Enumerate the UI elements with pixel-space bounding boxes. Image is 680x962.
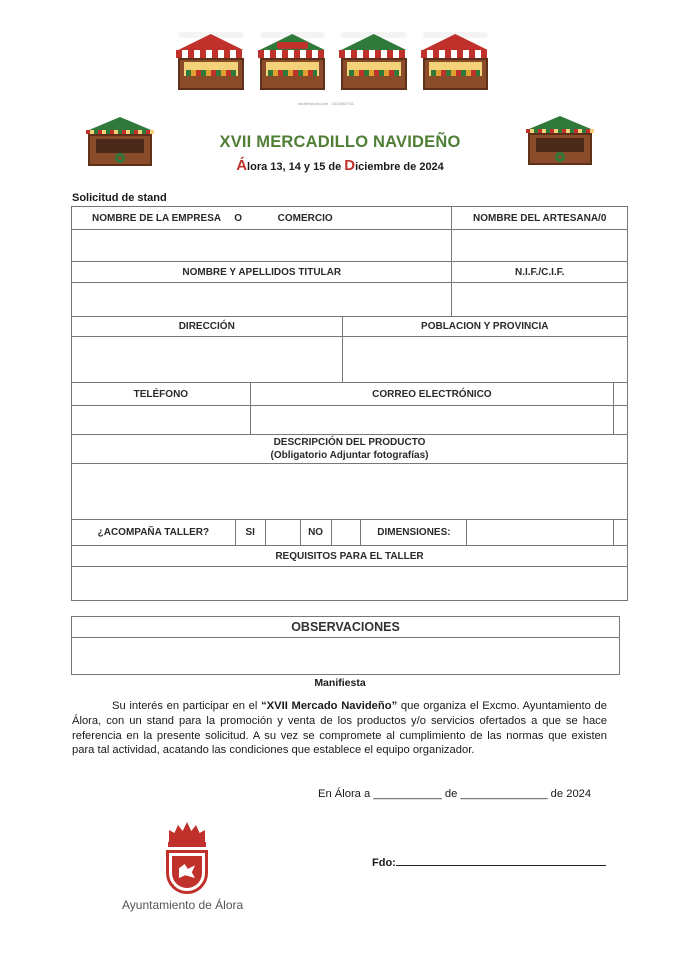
comercio-label: COMERCIO bbox=[277, 212, 333, 224]
signature-line[interactable] bbox=[396, 857, 606, 866]
taller-table bbox=[71, 519, 628, 546]
descripcion-label: DESCRIPCIÓN DEL PRODUCTO bbox=[273, 437, 426, 448]
dimensiones-input-cell[interactable] bbox=[467, 520, 614, 546]
subtitle-text-2: iciembre de 2024 bbox=[355, 161, 444, 173]
taller-label: ¿ACOMPAÑA TALLER? bbox=[72, 520, 236, 546]
no-label: NO bbox=[300, 520, 331, 546]
manifiesta-heading: Manifiesta bbox=[314, 677, 366, 689]
subtitle-text-1: lora 13, 14 y 15 de bbox=[247, 161, 345, 173]
telefono-header: TELÉFONO bbox=[72, 383, 251, 406]
titular-input-cell[interactable] bbox=[72, 283, 452, 317]
market-stall-illustration bbox=[335, 24, 413, 96]
correo-input-cell[interactable] bbox=[250, 406, 613, 435]
nif-header: N.I.F./C.I.F. bbox=[452, 262, 628, 283]
form-section-label: Solicitud de stand bbox=[72, 192, 167, 204]
dimensiones-label: DIMENSIONES: bbox=[361, 520, 467, 546]
poblacion-header: POBLACION Y PROVINCIA bbox=[342, 317, 628, 337]
ayuntamiento-name: Ayuntamiento de Álora bbox=[122, 898, 244, 912]
no-checkbox-cell[interactable] bbox=[331, 520, 361, 546]
event-dates bbox=[0, 157, 680, 174]
date-line: En Álora a ___________ de ______________ de 2024 bbox=[318, 788, 592, 800]
subtitle-initial-a: Á bbox=[236, 157, 248, 174]
stand-application-form bbox=[71, 206, 628, 317]
declaration-paragraph bbox=[72, 699, 607, 758]
page-title: XVII MERCADILLO NAVIDEÑO bbox=[219, 133, 461, 151]
subtitle-initial-d: D bbox=[344, 157, 356, 174]
direccion-header: DIRECCIÓN bbox=[72, 317, 343, 337]
product-table bbox=[71, 434, 628, 520]
o-label: O bbox=[234, 212, 243, 224]
signature-label: Fdo: bbox=[372, 857, 396, 869]
empresa-input-cell[interactable] bbox=[72, 230, 452, 262]
correo-header: CORREO ELECTRÓNICO bbox=[250, 383, 613, 406]
poblacion-input-cell[interactable] bbox=[342, 337, 628, 383]
si-checkbox-cell[interactable] bbox=[265, 520, 300, 546]
si-label: SI bbox=[235, 520, 265, 546]
contact-spacer-cell bbox=[614, 383, 628, 406]
paragraph-text-1: Su interés en participar en el bbox=[112, 700, 262, 712]
signature-field[interactable] bbox=[372, 857, 606, 869]
market-stall-illustration bbox=[254, 24, 332, 96]
artesano-header: NOMBRE DEL ARTESANA/0 bbox=[452, 207, 628, 230]
descripcion-note: (Obligatorio Adjuntar fotografías) bbox=[270, 450, 429, 461]
descripcion-header bbox=[72, 435, 628, 464]
address-table bbox=[71, 316, 628, 383]
descripcion-input-cell[interactable] bbox=[72, 464, 628, 520]
header-banner-image bbox=[172, 24, 494, 96]
market-stall-illustration bbox=[172, 24, 250, 96]
requisitos-header: REQUISITOS PARA EL TALLER bbox=[72, 546, 628, 567]
empresa-label: NOMBRE DE LA EMPRESA bbox=[92, 212, 221, 224]
observaciones-input-cell[interactable] bbox=[72, 638, 620, 675]
titular-header: NOMBRE Y APELLIDOS TITULAR bbox=[72, 262, 452, 283]
ayuntamiento-crest-logo bbox=[162, 822, 212, 896]
observaciones-header: OBSERVACIONES bbox=[72, 617, 620, 638]
taller-spacer-cell bbox=[613, 520, 627, 546]
contact-table bbox=[71, 382, 628, 435]
paragraph-text-2: que organiza el Excmo. Ayuntamiento de Álora, con un stand para la promoción y venta de los productos y/o servicios ofertados a que se hace referencia en la presente solicitud. A su vez se compromete al cumplimiento de las normas que existen para tal actividad, acatando las condiciones que establece el equipo organizador. bbox=[72, 700, 607, 757]
contact-spacer-cell bbox=[614, 406, 628, 435]
market-stall-illustration bbox=[417, 24, 495, 96]
observaciones-table bbox=[71, 616, 620, 675]
telefono-input-cell[interactable] bbox=[72, 406, 251, 435]
direccion-input-cell[interactable] bbox=[72, 337, 343, 383]
requisitos-table bbox=[71, 545, 628, 601]
requisitos-input-cell[interactable] bbox=[72, 567, 628, 601]
image-credit: shutterstock.com · 2025562761 bbox=[298, 101, 355, 106]
nif-input-cell[interactable] bbox=[452, 283, 628, 317]
artesano-input-cell[interactable] bbox=[452, 230, 628, 262]
empresa-header bbox=[72, 207, 452, 230]
paragraph-event-name: “XVII Mercado Navideño” bbox=[261, 700, 398, 712]
